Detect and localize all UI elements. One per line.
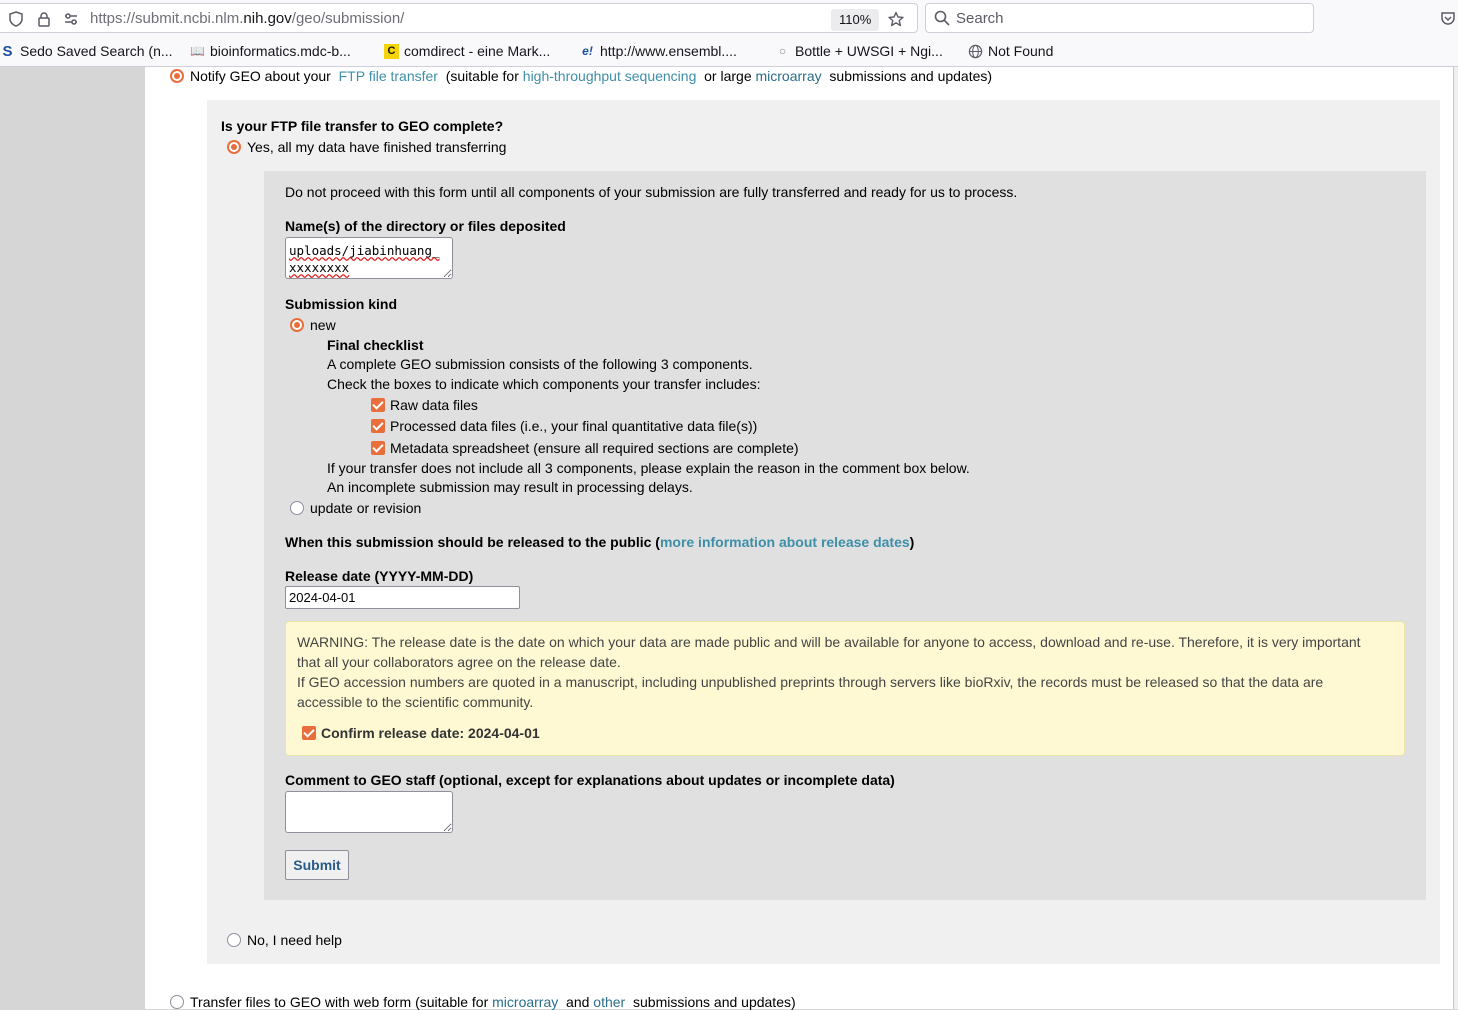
release-date-label: Release date (YYYY-MM-DD) <box>285 568 474 584</box>
confirm-release-row[interactable] <box>302 725 540 741</box>
ftp-option[interactable] <box>170 68 992 84</box>
release-date-input[interactable] <box>285 586 520 609</box>
processed-data-checkbox[interactable] <box>371 419 385 433</box>
bookmark-item[interactable] <box>968 43 1053 59</box>
checklist-instruction: Check the boxes to indicate which components your transfer includes: <box>327 376 761 392</box>
ensembl-icon: e! <box>582 43 593 58</box>
comment-textarea[interactable] <box>285 791 453 833</box>
ftp-file-transfer-link[interactable]: FTP file transfer <box>338 68 438 84</box>
metadata-checkbox-row[interactable] <box>371 440 799 456</box>
bookmark-label: Not Found <box>988 43 1054 59</box>
lock-icon[interactable] <box>36 11 52 27</box>
update-label: update or revision <box>310 500 422 516</box>
web-form-option[interactable] <box>170 994 796 1010</box>
files-textarea[interactable] <box>285 237 453 279</box>
new-radio[interactable] <box>290 318 304 332</box>
metadata-checkbox[interactable] <box>371 441 385 455</box>
delay-note: An incomplete submission may result in processing delays. <box>327 479 693 495</box>
yes-option[interactable] <box>227 139 506 155</box>
bottle-icon: ○ <box>778 43 787 58</box>
search-icon <box>934 10 950 26</box>
bookmark-label: http://www.ensembl.... <box>600 43 737 59</box>
checklist-description: A complete GEO submission consists of the following 3 components. <box>327 356 753 372</box>
url-prefix: https://submit.ncbi.nlm. <box>90 10 244 27</box>
no-help-option[interactable] <box>227 932 342 948</box>
ftp-option-radio[interactable] <box>170 69 184 83</box>
shield-icon[interactable] <box>8 11 24 27</box>
zoom-level-badge[interactable]: 110% <box>831 9 879 31</box>
complete-question: Is your FTP file transfer to GEO complete? <box>221 118 504 134</box>
submission-kind-label: Submission kind <box>285 296 398 312</box>
sedo-icon: S <box>2 42 13 60</box>
web-form-label <box>190 994 796 1010</box>
page-viewport <box>0 67 1458 1009</box>
release-when-text: When this submission should be released to the public ( <box>285 534 660 550</box>
bookmarks-toolbar <box>0 40 1458 64</box>
raw-data-label: Raw data files <box>390 397 478 413</box>
yes-label: Yes, all my data have finished transferring <box>247 139 507 155</box>
url-text[interactable] <box>90 10 404 27</box>
ftp-option-text: or large <box>700 68 756 84</box>
globe-icon <box>968 44 983 59</box>
search-bar[interactable] <box>925 3 1314 33</box>
permissions-icon[interactable] <box>63 11 79 27</box>
yes-radio[interactable] <box>227 140 241 154</box>
bookmark-item[interactable] <box>580 43 737 59</box>
submission-form <box>145 67 1453 1009</box>
bookmark-label: Sedo Saved Search (n... <box>20 43 173 59</box>
bookmark-item[interactable] <box>384 43 550 59</box>
scrollbar[interactable] <box>1453 67 1458 1009</box>
other-link[interactable]: other <box>593 994 626 1010</box>
release-when-heading <box>285 534 914 550</box>
bookmark-star-icon[interactable] <box>888 11 904 27</box>
warning-line-2: that all your collaborators agree on the release date. <box>297 654 621 670</box>
new-label: new <box>310 317 336 333</box>
web-microarray-link[interactable]: microarray <box>492 994 559 1010</box>
microarray-link[interactable]: microarray <box>755 68 822 84</box>
bookmark-label: Bottle + UWSGI + Ngi... <box>795 43 943 59</box>
url-path: /geo/submission/ <box>291 10 405 27</box>
files-label: Name(s) of the directory or files deposited <box>285 218 566 234</box>
comdirect-icon: C <box>384 44 399 59</box>
bookmark-label: comdirect - eine Mark... <box>404 43 551 59</box>
checklist-title: Final checklist <box>327 337 424 353</box>
update-option[interactable] <box>290 500 421 516</box>
metadata-label: Metadata spreadsheet (ensure all required sections are complete) <box>390 440 799 456</box>
incomplete-note: If your transfer does not include all 3 components, please explain the reason in the comment box below. <box>327 460 970 476</box>
confirm-release-label: Confirm release date: 2024-04-01 <box>321 725 540 741</box>
release-when-close: ) <box>909 534 915 550</box>
processed-data-checkbox-row[interactable] <box>371 418 757 434</box>
submit-button[interactable]: Submit <box>285 850 349 880</box>
ftp-option-prefix: Notify GEO about your <box>190 68 335 84</box>
ftp-option-text: submissions and updates) <box>825 68 993 84</box>
url-domain: nih.gov <box>243 10 292 27</box>
warning-line-1: WARNING: The release date is the date on which your data are made public and will be available for anyone to access, download and re-use. Therefore, it is very important <box>297 634 1361 650</box>
new-option[interactable] <box>290 317 336 333</box>
ftp-option-text: (suitable for <box>441 68 523 84</box>
url-bar[interactable] <box>0 3 918 33</box>
book-icon: 📖 <box>190 43 205 58</box>
no-help-radio[interactable] <box>227 933 241 947</box>
processed-data-label: Processed data files (i.e., your final quantitative data file(s)) <box>390 418 758 434</box>
ftp-option-label <box>190 68 992 84</box>
raw-data-checkbox[interactable] <box>371 398 385 412</box>
bookmark-item[interactable] <box>0 43 173 59</box>
pocket-icon[interactable] <box>1440 10 1456 26</box>
web-form-suffix: submissions and updates) <box>629 994 796 1010</box>
bookmark-item[interactable] <box>190 43 351 59</box>
comment-label: Comment to GEO staff (optional, except for explanations about updates or incomplete data) <box>285 772 895 788</box>
update-radio[interactable] <box>290 501 304 515</box>
web-form-prefix: Transfer files to GEO with web form (suitable for <box>190 994 493 1010</box>
release-dates-info-link[interactable]: more information about release dates <box>659 534 910 550</box>
bookmark-label: bioinformatics.mdc-b... <box>210 43 351 59</box>
high-throughput-sequencing-link[interactable]: high-throughput sequencing <box>522 68 697 84</box>
web-form-radio[interactable] <box>170 995 184 1009</box>
bookmark-item[interactable] <box>775 43 943 59</box>
warning-line-3: If GEO accession numbers are quoted in a manuscript, including unpublished preprints through servers like bioRxiv, the records must be released so that the data are <box>297 674 1324 690</box>
proceed-note: Do not proceed with this form until all components of your submission are fully transferred and ready for us to process. <box>285 184 1018 200</box>
raw-data-checkbox-row[interactable] <box>371 397 478 413</box>
no-help-label: No, I need help <box>247 932 342 948</box>
web-form-text: and <box>562 994 594 1010</box>
search-placeholder: Search <box>956 10 1004 27</box>
browser-toolbar <box>0 0 1458 67</box>
release-warning-box <box>285 621 1405 756</box>
warning-line-4: accessible to the scientific community. <box>297 694 534 710</box>
confirm-release-checkbox[interactable] <box>302 726 316 740</box>
